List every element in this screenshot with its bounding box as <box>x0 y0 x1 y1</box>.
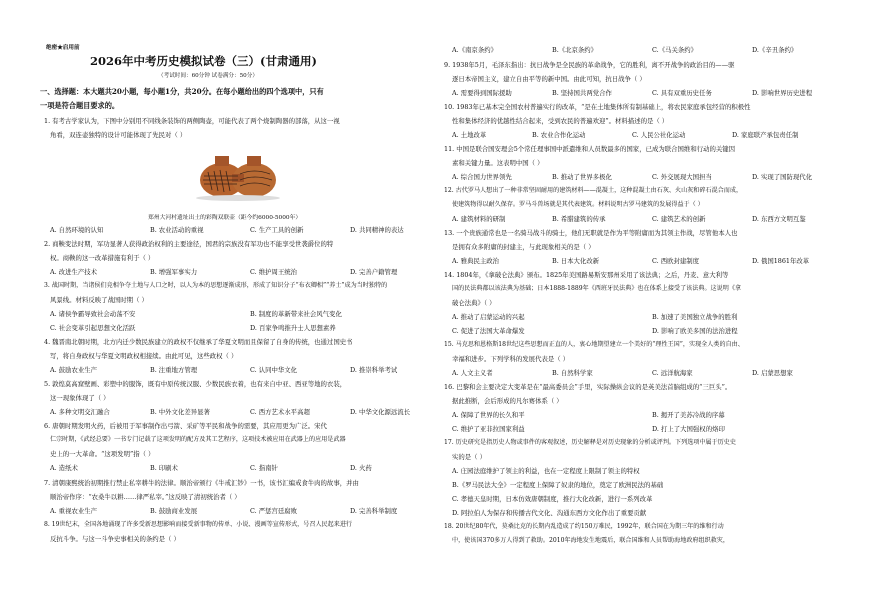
q18-line1: 18. 20世纪80年代，莫桑比克的长期内乱造成了约150万难民，1992年，联合国在为期三年的维和行动 <box>444 523 724 530</box>
q11-option-b[interactable]: B. 推动了世界多极化 <box>552 173 612 181</box>
q14-option-b[interactable]: B. 加速了美国独立战争的胜利 <box>652 313 738 321</box>
q8-option-a[interactable]: A.《南京条约》 <box>452 46 497 54</box>
q4-options <box>50 366 450 374</box>
q12-line1: 12. 古代罗马人想出了一种非常坚固耐用的建筑材料——混凝土，这种混凝土由石灰、火山灰和碎石混合而成， <box>444 187 743 194</box>
double-pot-image <box>188 150 288 206</box>
q17-option-c[interactable]: C. 孝德天皇时期，日本仿效唐朝制度，推行大化改新，进行一系列改革 <box>452 495 653 503</box>
q1-line1: 1. 有考古学家认为，下图中分别用不同线条装饰的两侧陶壶，可能代表了两个烧制陶器的部落，从这一视 <box>44 117 340 125</box>
q4-option-d[interactable]: D. 推崇科举考试 <box>350 366 398 374</box>
q14-line1: 14. 1804年，《拿破仑法典》颁布。1825年美国路易斯安那州采用了该法典；之后，丹麦、意大利等 <box>444 271 729 279</box>
q12-option-c[interactable]: C. 建筑艺术的创新 <box>652 215 706 223</box>
q10-option-d[interactable]: D. 家庭联产承包责任制 <box>732 131 799 139</box>
q12-option-b[interactable]: B. 希腊建筑的传承 <box>552 215 606 223</box>
q5-options <box>50 408 450 416</box>
q3-option-a[interactable]: A. 诸侯争霸导致社会动荡不安 <box>50 310 136 318</box>
q2-options <box>50 268 450 276</box>
q1-line2: 角看，双连壶独特的设计可能体现了先民对（ ） <box>50 131 187 139</box>
q1-option-d[interactable]: D. 共同精神的表达 <box>350 226 404 234</box>
q10-line2: 性和集体经济的优越性结合起来，受到农民的普遍欢迎”。材料描述的是（ ） <box>452 117 669 125</box>
q6-options <box>50 464 450 472</box>
q1-options <box>50 226 450 234</box>
q7-option-b[interactable]: B. 鼓励商业发展 <box>150 507 198 515</box>
q14-options-row1 <box>452 313 852 321</box>
q14-option-a[interactable]: A. 推动了启蒙运动的兴起 <box>452 313 525 321</box>
q15-option-b[interactable]: B. 自然科学家 <box>552 369 593 377</box>
q4-option-b[interactable]: B. 注重地方管理 <box>150 366 198 374</box>
q16-options-row2 <box>452 425 852 433</box>
q4-option-c[interactable]: C. 认同中华文化 <box>250 366 298 374</box>
q8-options <box>452 46 852 54</box>
q7-option-a[interactable]: A. 重视农业生产 <box>50 507 98 515</box>
q10-options <box>452 131 852 139</box>
q11-option-c[interactable]: C. 外交展现大国担当 <box>652 173 712 181</box>
q17-option-b[interactable]: B.《罗马民法大全》一定程度上保障了奴隶的地位，奠定了欧洲民法的基础 <box>452 481 664 489</box>
q6-option-d[interactable]: D. 火药 <box>350 464 372 472</box>
q11-option-a[interactable]: A. 综合国力世界领先 <box>452 173 512 181</box>
q15-option-d[interactable]: D. 启蒙思想家 <box>752 369 793 377</box>
q15-line1: 15. 马克思和恩格斯18世纪这些思想而正直的人，衷心地期望建立一个美好的“理性王国”，实现全人类的自由、 <box>444 341 744 348</box>
q16-options-row1 <box>452 411 852 419</box>
q13-options <box>452 257 852 265</box>
q2-option-d[interactable]: D. 完善户籍管理 <box>350 268 398 276</box>
secret-label: 绝密★启用前 <box>46 45 80 51</box>
q16-option-d[interactable]: D. 打上了大国强权的烙印 <box>652 425 725 433</box>
q1-option-c[interactable]: C. 生产工具的创新 <box>250 226 304 234</box>
q13-option-b[interactable]: B. 日本大化改新 <box>552 257 600 265</box>
q1-option-a[interactable]: A. 自然环境的认知 <box>50 226 104 234</box>
q14-line2: 国的民法典都以该法典为基础；日本1888-1889年《西班牙民法典》也在体系上接受了该法典。这说明《拿 <box>452 285 742 292</box>
q2-line2: 权。商鞅的这一改革措施有利于（ ） <box>50 254 155 262</box>
q7-line2: 顺治帝作序：“农桑牛以耕……律严私宰。”这反映了清初统治者（ ） <box>50 493 241 501</box>
q6-line3: 史上的一大革命。“这项发明”指（ ） <box>50 450 155 458</box>
q3-options-row1 <box>50 310 450 318</box>
q9-options <box>452 89 852 97</box>
q12-options <box>452 215 852 223</box>
q6-option-a[interactable]: A. 造纸术 <box>50 464 78 472</box>
q9-option-b[interactable]: B. 坚持国共两党合作 <box>552 89 612 97</box>
q8-option-c[interactable]: C.《马关条约》 <box>652 46 698 54</box>
q13-line2: 是拥有众多附庸的封建主，与此现象相关的是（ ） <box>452 243 595 251</box>
q9-option-c[interactable]: C. 具有双重历史任务 <box>652 89 712 97</box>
q2-option-b[interactable]: B. 增强军事实力 <box>150 268 198 276</box>
q13-line1: 13. 一个贵族通常也是一名骑马战斗的骑士，他们无职就是作为平等附庸而为其领主作战，尽管他本人也 <box>444 229 738 237</box>
q17-option-a[interactable]: A. 庄园法庭维护了领主的利益，也在一定程度上限制了领主的特权 <box>452 467 640 475</box>
q11-line2: 素和关键力量。这表明中国（ ） <box>452 159 544 167</box>
q5-line1: 5. 敦煌莫高窟壁画、彩塑中的服饰，既有中原传统汉服、少数民族衣着，也有来自中亚、西亚等地的衣装， <box>44 380 347 388</box>
q9-line1: 9. 1938年5月，毛泽东指出：抗日战争是全民族的革命战争，它的胜利，离不开战争的政治目的——驱 <box>444 61 735 69</box>
q1-option-b[interactable]: B. 农业活动的重视 <box>150 226 204 234</box>
page-title: 2026年中考历史模拟试卷（三）(甘肃通用) <box>90 54 317 68</box>
q16-option-c[interactable]: C. 维护了亚非拉国家利益 <box>452 425 525 433</box>
q17-line1: 17. 历史研究是指历史人物或事件的客观叙述，历史解释是对历史现象的分析或评判。下列选项中属于历史史 <box>444 439 736 446</box>
q10-option-b[interactable]: B. 农业合作化运动 <box>532 131 586 139</box>
q16-option-b[interactable]: B. 揭开了美苏冷战的序幕 <box>652 411 725 419</box>
q18-line2: 中，使该国370多万人得到了救助。2010年海地发生地震后，联合国维和人员帮助海地政府组织救灾， <box>452 537 729 544</box>
q5-option-d[interactable]: D. 中华文化源远流长 <box>350 408 411 416</box>
q5-option-b[interactable]: B. 中外文化差异显著 <box>150 408 210 416</box>
q2-line1: 2. 商鞅变法时期，军功显著人获得政治权利的主要途径，国君的宗族没有军功也不能享受世袭爵位的特 <box>44 240 334 248</box>
q5-option-a[interactable]: A. 多种文明交汇融合 <box>50 408 110 416</box>
q10-line1: 10. 1983年已基本完全国农村普遍实行的改革，“是在土地集体所有制基础上，将农民家庭承包经营的积极性 <box>444 103 751 111</box>
q17-option-d[interactable]: D. 阿拉伯人为保存和传播古代文化、沟通东西方文化作出了重要贡献 <box>452 509 647 517</box>
q11-line1: 11. 中国是联合国安理会5个常任理事国中派遣维和人员数最多的国家，已成为联合国维和行动的关键因 <box>444 145 736 153</box>
q11-options <box>452 173 852 181</box>
q14-options-row2 <box>452 327 852 335</box>
q9-option-a[interactable]: A. 需要得到国际援助 <box>452 89 512 97</box>
q14-option-c[interactable]: C. 促进了法国大革命爆发 <box>452 327 525 335</box>
q15-option-c[interactable]: C. 远洋航海家 <box>652 369 693 377</box>
q7-line1: 7. 清朝康熙统治初期推行禁止私宰耕牛的法律。顺治帝颁行《牛戒汇钞》一书，该书汇编戒食牛肉的故事，并由 <box>44 479 359 487</box>
q12-option-d[interactable]: D. 东西方文明互鉴 <box>752 215 806 223</box>
q4-line2: 写，将自身政权与华夏文明政权相接续。由此可见，这些政权（ ） <box>50 352 238 360</box>
q8-line2: 反抗斗争。与这一斗争史事相关的条约是（ ） <box>50 535 180 543</box>
q6-line2: 仁宗时期，《武经总要》一书专门记载了这项发明的配方及其工艺程序，这项技术被应用在武器上的应用是武器 <box>50 436 346 443</box>
q15-option-a[interactable]: A. 人文主义者 <box>452 369 493 377</box>
q16-option-a[interactable]: A. 保障了世界的长久和平 <box>452 411 525 419</box>
q12-option-a[interactable]: A. 建筑材料的研制 <box>452 215 506 223</box>
q7-options <box>50 507 450 515</box>
section-title-line1: 一、选择题：本大题共20小题，每小题1分，共20分。在每小题给出的四个选项中，只有 <box>40 87 324 96</box>
q13-option-a[interactable]: A. 雅典民主政治 <box>452 257 500 265</box>
exam-info: （考试时间：60分钟 试卷满分：50分） <box>158 73 258 79</box>
q2-option-c[interactable]: C. 维护周王统治 <box>250 268 298 276</box>
q5-line2: 这一现象体现了（ ） <box>50 394 110 402</box>
q13-option-d[interactable]: D. 俄国1861年改革 <box>752 257 810 265</box>
q8-option-b[interactable]: B.《北京条约》 <box>552 46 598 54</box>
q3-option-c[interactable]: C. 社会变革引起思想文化活跃 <box>50 324 136 332</box>
q1-image-caption: 郑州大河村遗址出土的彩陶双联壶（距今约6000-5000年） <box>148 215 302 221</box>
q8-line1: 8. 19世纪末，全国各地涌现了许多受新思想影响而接受新事物的传单、小说、漫画等宣传形式，号召人民起来进行 <box>44 521 353 528</box>
q6-option-c[interactable]: C. 指南针 <box>250 464 278 472</box>
q16-line1: 16. 巴黎和会主要决定大变革是在“最高委员会”手里，实际操纵会议的是英美法首脑组成的“三巨头”。 <box>444 383 732 391</box>
q14-line3: 破仑法典》（ ） <box>452 299 496 307</box>
q5-option-c[interactable]: C. 西方艺术水平高超 <box>250 408 310 416</box>
q13-option-c[interactable]: C. 西欧封建制度 <box>652 257 700 265</box>
q7-option-d[interactable]: D. 完善科举制度 <box>350 507 398 515</box>
q16-line2: 据此推断，会后形成的凡尔赛体系（ ） <box>452 397 563 405</box>
q2-option-a[interactable]: A. 改进生产技术 <box>50 268 98 276</box>
q10-option-a[interactable]: A. 土地改革 <box>452 131 487 139</box>
q14-option-d[interactable]: D. 影响了欧美多国的法治进程 <box>652 327 738 335</box>
q4-line1: 4. 魏晋南北朝时期，北方内迁少数民族建立的政权不仅继承了华夏文明而且保留了自身的传统，也通过国史书 <box>44 338 353 346</box>
q15-line2: 幸福和进步。下列学科的发展代表是（ ） <box>452 355 570 363</box>
q12-line2: 使建筑物得以耐久保存。罗马斗兽场就是其代表建筑。材料说明古罗马建筑的发展得益于（ ） <box>452 201 704 208</box>
q10-option-c[interactable]: C. 人民公社化运动 <box>632 131 686 139</box>
q4-option-a[interactable]: A. 鼓励农业生产 <box>50 366 98 374</box>
q3-options-row2 <box>50 324 450 332</box>
q3-option-d[interactable]: D. 百家争鸣推升士人思想素养 <box>250 324 336 332</box>
q6-line1: 6. 唐朝时期发明火药，后被用于军事制作出弓箭、采矿等平民和战争的需要，其应用更为广泛。宋代 <box>44 422 327 430</box>
q3-line1: 3. 战国时期，当诸侯们竞相争夺土地与人口之时，以人为本的思想逐渐成形，形成了知识分子“布衣卿相”“养士”成为当时独特的 <box>44 282 388 289</box>
q11-option-d[interactable]: D. 实现了国防现代化 <box>752 173 813 181</box>
q9-option-d[interactable]: D. 影响世界历史进程 <box>752 89 813 97</box>
q6-option-b[interactable]: B. 印刷术 <box>150 464 178 472</box>
q7-option-c[interactable]: C. 严惩宫廷腐败 <box>250 507 298 515</box>
section-title-line2: 一项是符合题目要求的。 <box>40 101 120 110</box>
q3-line2: 风景线。材料反映了战国时期（ ） <box>50 296 148 304</box>
q17-line2: 实的是（ ） <box>452 453 486 461</box>
q15-options <box>452 369 852 377</box>
q8-option-d[interactable]: D.《辛丑条约》 <box>752 46 798 54</box>
q9-line2: 逐日本帝国主义，建立自由平等的新中国。由此可知，抗日战争（ ） <box>452 75 646 83</box>
q3-option-b[interactable]: B. 制度的革新带来社会风气变化 <box>250 310 342 318</box>
